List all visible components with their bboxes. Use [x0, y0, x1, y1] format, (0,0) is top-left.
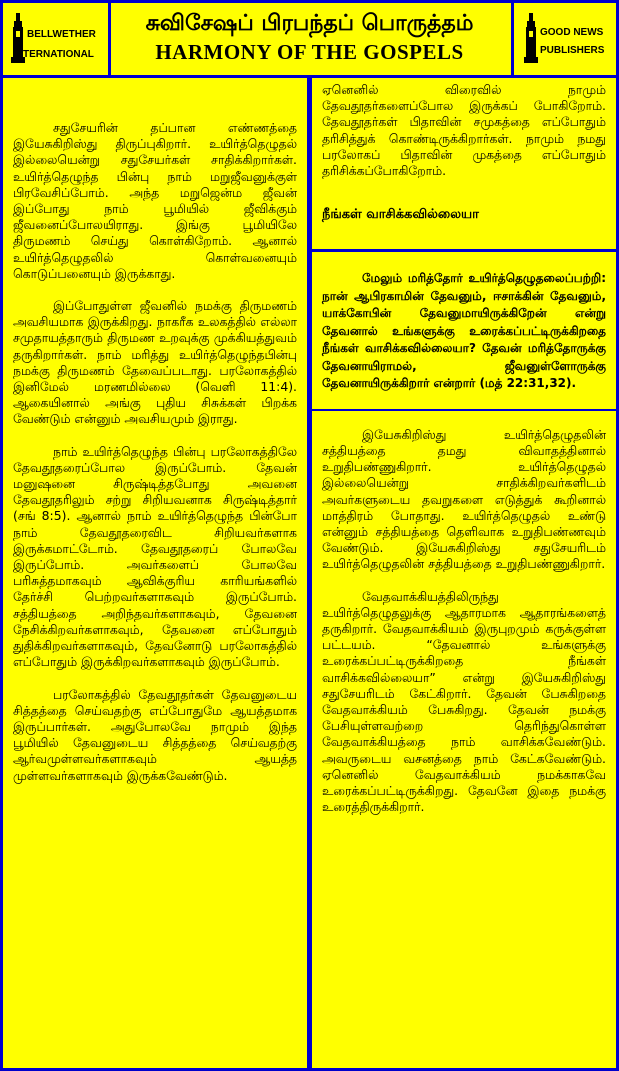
good-news-publishers-logo: [520, 9, 612, 69]
left-paragraph-1: சதுசேயரின் தப்பான எண்ணத்தை இயேசுகிறிஸ்து திருப்புகிறார். உயிர்த்தெழுதல் இல்லையென்று சதுசேயர்கள் சாதிக்கிறார்கள். உயிர்த்தெழுந்த பின்பு நாம் மறுஜீவனுக்குள் பிரவேசிப்போம். அந்த மறுஜென்ம ஜீவன் இப்போது நாம் பூமியில் ஜீவிக்கும் ஜீவனைப்போலயிராது. இங்கு பூமியிலே திருமணம் செய்து கொள்கிறோம். ஆனால் உயிர்த்தெழுதலில் கொள்வனையும் கொடுப்பனையும் இருக்காது.: [13, 120, 297, 281]
section-rule: [312, 249, 616, 252]
section-heading: நீங்கள் வாசிக்கவில்லையா: [322, 207, 479, 223]
scripture-quote: மேலும் மரித்தோர் உயிர்த்தெழுதலைப்பற்றி: நான் ஆபிரகாமின் தேவனும், ஈசாக்கின் தேவனும், யாக்கோபின் தேவனுமாயிருக்கிறேன் என்று தேவனால் உங்களுக்கு உரைக்கப்பட்டிருக்கிறதை நீங்கள் வாசிக்கவில்லையா? தேவன் மரித்தோருக்கு தேவனாயிராமல், ஜீவனுள்ளோருக்கு தேவனாயிருக்கிறார் என்றார் (மத் 22:31,32).: [322, 271, 606, 391]
tower-icon: [524, 13, 538, 63]
left-paragraph-3: நாம் உயிர்த்தெழுந்த பின்பு பரலோகத்திலே தேவதூதரைப்போல இருப்போம். தேவன் மனுஷனை சிருஷ்டித்தபோது அவனை தேவதூதரிலும் சற்று சிறியவனாக சிருஷ்டித்தார் (சங் 8:5). ஆனால் நாம் உயிர்த்தெழுந்த பின்போ நாம் தேவதூதரைவிட சிறியவர்களாக இருக்கமாட்டோம். தேவதூதரைப் போலவே இருப்போம். அவர்களைப் போலவே பரிசுத்தமாகவும் ஆவிக்குரிய காரியங்களில் தேர்ச்சி பெற்றவர்களாகவும் இருப்போம். சத்தியத்தை அறிந்தவர்களாகவும், தேவனை நேசிக்கிறவர்களாகவும், தேவனை எப்போதும் துதிக்கிறவர்களாகவும், தேவனோடு பரலோகத்தில் எப்போதும் இருக்கிறவர்களாகவும் இருப்போம்.: [13, 443, 297, 670]
title-block: [113, 3, 506, 75]
bellwether-logo: [7, 9, 99, 69]
header-divider-right: [511, 3, 514, 75]
left-column: [3, 78, 307, 1068]
right-paragraph-1: இயேசுகிறிஸ்து உயிர்த்தெழுதலின் சத்தியத்தை தமது விவாதத்தினால் உறுதிபண்ணுகிறார். உயிர்த்தெழுதல் இல்லையென்று சாதிக்கிறவர்களிடம் அவர்களுடைய தவறுகளை எடுத்துக் கூறினால் மாத்திரம் போதாது. உயிர்த்தெழுதல் உண்டு என்னும் சத்தியத்தை தெளிவாக உறுதிபண்ணவும் வேண்டும். இயேசுகிறிஸ்து சதுசேயரிடம் உயிர்த்தெழுதலின் சத்தியத்தை உறுதிபண்ணுகிறார்.: [322, 426, 606, 572]
quote-rule: [312, 409, 616, 411]
right-paragraph-2: வேதவாக்கியத்திலிருந்து உயிர்த்தெழுதலுக்கு ஆதாரமாக ஆதாரங்களைத் தருகிறார். வேதவாக்கியம் இருபுறமும் கருக்குள்ள பட்டயம். “தேவனால் உங்களுக்கு உரைக்கப்பட்டிருக்கிறதை நீங்கள் வாசிக்கவில்லையா” என்று இயேசுகிறிஸ்து சதுசேயரிடம் கேட்கிறார். தேவன் பேசுகிறதை வேதவாக்கியம் பேசுகிறது. தேவன் நமக்கு பேசியுள்ளவற்றை தெரிந்துகொள்ள வேதவாக்கியத்தை நாம் வாசிக்கவேண்டும். அவருடைய வசனத்தை நாம் கேட்கவேண்டும். ஏனெனில் வேதவாக்கியம் நமக்காகவே உரைக்கப்பட்டிருக்கிறது. தேவனே இதை நமக்கு உரைத்திருக்கிறார்.: [322, 588, 606, 815]
logo-right-line2: PUBLISHERS: [540, 45, 605, 56]
left-paragraph-4: பரலோகத்தில் தேவதூதர்கள் தேவனுடைய சித்தத்தை செய்வதற்கு எப்போதுமே ஆயத்தமாக இருப்பார்கள். அதுபோலவே நாமும் இந்த பூமியில் தேவனுடைய சித்தத்தை செய்வதற்கு ஆர்வமுள்ளவர்களாகவும் ஆயத்த முள்ளவர்களாகவும் இருக்கவேண்டும்.: [13, 686, 297, 783]
right-paragraph-0: ஏனெனில் விரைவில் நாமும் தேவதூதர்களைப்போல இருக்கப் போகிறோம். தேவதூதர்கள் பிதாவின் சமுகத்தை எப்போதும் தரிசித்துக் கொண்டிருக்கிறார்கள். நாமும் நமது பரலோகப் பிதாவின் முகத்தை எப்போதும் தரிசிக்கப்போகிறோம்.: [322, 82, 606, 179]
logo-left-line2: INTERNATIONAL: [13, 49, 94, 60]
page-header: [3, 3, 616, 75]
logo-right-line1: GOOD NEWS: [540, 27, 604, 38]
title-tamil: சுவிசேஷப் பிரபந்தப் பொருத்தம்: [145, 11, 474, 36]
logo-left-line1: BELLWETHER: [27, 29, 96, 40]
title-english: HARMONY OF THE GOSPELS: [155, 40, 464, 64]
right-column: [312, 78, 616, 1068]
header-divider-left: [108, 3, 111, 75]
left-paragraph-2: இப்போதுள்ள ஜீவனில் நமக்கு திருமணம் அவசியமாக இருக்கிறது. நாகரீக உலகத்தில் எல்லா சமுதாயத்தாரும் திருமண உறவுக்கு முக்கியத்துவம் தருகிறார்கள். நாம் மரித்து உயிர்த்தெழுந்தபின்பு நமக்கு திருமணம் தேவைப்படாது. பரலோகத்தில் இனிமேல் மரணமில்லை (வெளி 11:4). ஆகையினால் அங்கு புதிய சிசுக்கள் பிறக்க வேண்டும் என்னும் அவசியமும் இராது.: [13, 298, 297, 427]
